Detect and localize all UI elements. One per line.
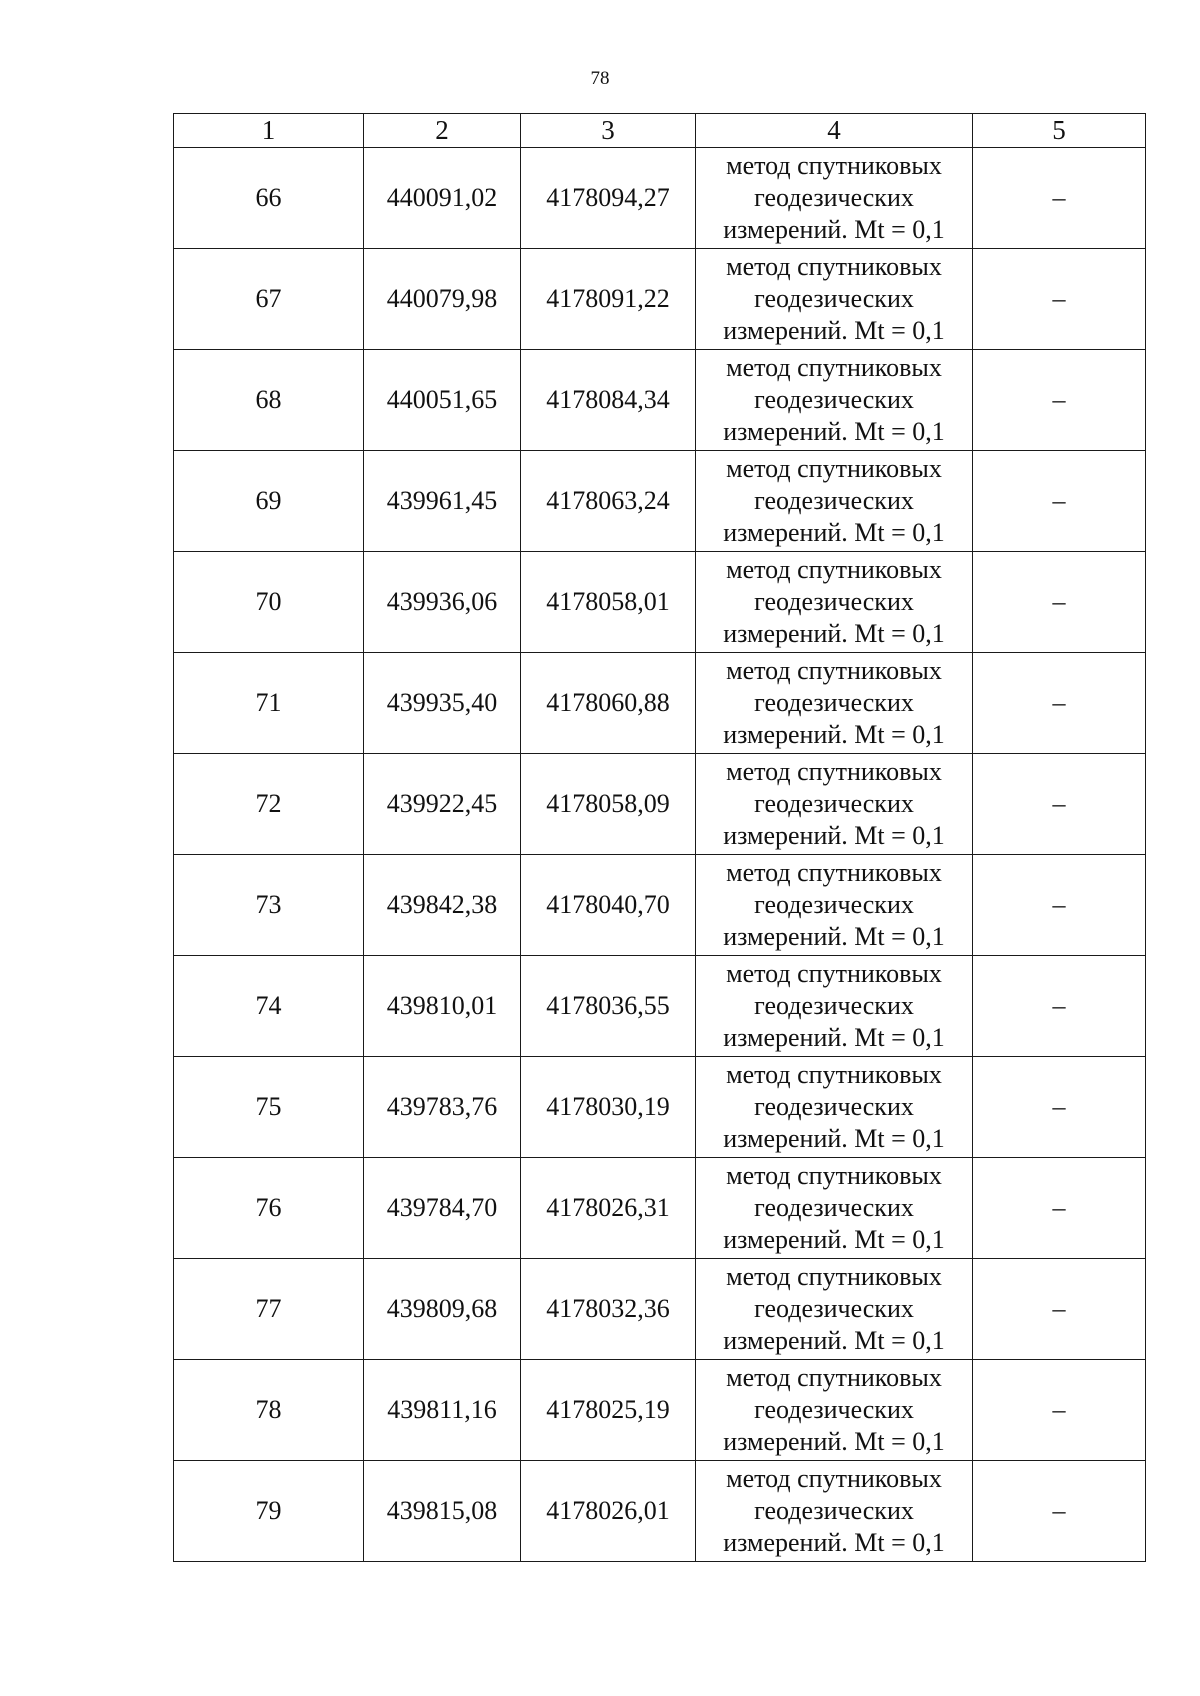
x-coordinate-cell: 440051,65 bbox=[364, 350, 521, 451]
point-number-cell: 78 bbox=[174, 1360, 364, 1461]
y-coordinate-cell: 4178030,19 bbox=[521, 1057, 696, 1158]
point-number-cell: 67 bbox=[174, 249, 364, 350]
method-cell bbox=[696, 1259, 973, 1360]
method-line: измерений. Mt = 0,1 bbox=[723, 619, 945, 648]
y-coordinate-cell: 4178084,34 bbox=[521, 350, 696, 451]
x-coordinate-cell: 439815,08 bbox=[364, 1461, 521, 1562]
table-row bbox=[174, 1057, 1146, 1158]
method-cell bbox=[696, 1360, 973, 1461]
y-coordinate-cell: 4178026,31 bbox=[521, 1158, 696, 1259]
note-cell: – bbox=[973, 1057, 1146, 1158]
y-coordinate-cell: 4178060,88 bbox=[521, 653, 696, 754]
x-coordinate-cell: 440079,98 bbox=[364, 249, 521, 350]
note-cell: – bbox=[973, 1461, 1146, 1562]
table-row bbox=[174, 148, 1146, 249]
table-header bbox=[174, 114, 1146, 148]
method-cell bbox=[696, 1057, 973, 1158]
method-cell bbox=[696, 956, 973, 1057]
method-line: метод спутниковых bbox=[726, 757, 942, 786]
method-line: измерений. Mt = 0,1 bbox=[723, 1528, 945, 1557]
note-cell: – bbox=[973, 956, 1146, 1057]
table-row bbox=[174, 1461, 1146, 1562]
table-row bbox=[174, 855, 1146, 956]
method-line: метод спутниковых bbox=[726, 151, 942, 180]
method-line: геодезических bbox=[754, 1294, 914, 1323]
table-row bbox=[174, 653, 1146, 754]
note-cell: – bbox=[973, 1259, 1146, 1360]
y-coordinate-cell: 4178040,70 bbox=[521, 855, 696, 956]
method-cell bbox=[696, 1158, 973, 1259]
table-row bbox=[174, 350, 1146, 451]
method-line: измерений. Mt = 0,1 bbox=[723, 922, 945, 951]
method-line: геодезических bbox=[754, 789, 914, 818]
column-header-5: 5 bbox=[973, 114, 1146, 148]
method-line: метод спутниковых bbox=[726, 353, 942, 382]
note-cell: – bbox=[973, 1158, 1146, 1259]
note-cell: – bbox=[973, 552, 1146, 653]
point-number-cell: 76 bbox=[174, 1158, 364, 1259]
method-cell bbox=[696, 855, 973, 956]
y-coordinate-cell: 4178058,09 bbox=[521, 754, 696, 855]
method-line: геодезических bbox=[754, 890, 914, 919]
method-line: геодезических bbox=[754, 991, 914, 1020]
method-line: метод спутниковых bbox=[726, 555, 942, 584]
method-cell bbox=[696, 653, 973, 754]
point-number-cell: 71 bbox=[174, 653, 364, 754]
x-coordinate-cell: 439922,45 bbox=[364, 754, 521, 855]
coordinates-table bbox=[173, 113, 1146, 1562]
x-coordinate-cell: 439811,16 bbox=[364, 1360, 521, 1461]
note-cell: – bbox=[973, 451, 1146, 552]
point-number-cell: 79 bbox=[174, 1461, 364, 1562]
table-row bbox=[174, 552, 1146, 653]
method-line: геодезических bbox=[754, 486, 914, 515]
method-line: измерений. Mt = 0,1 bbox=[723, 1326, 945, 1355]
method-line: геодезических bbox=[754, 284, 914, 313]
column-header-4: 4 bbox=[696, 114, 973, 148]
point-number-cell: 66 bbox=[174, 148, 364, 249]
note-cell: – bbox=[973, 249, 1146, 350]
method-line: метод спутниковых bbox=[726, 1363, 942, 1392]
page-number: 78 bbox=[590, 68, 610, 89]
method-line: метод спутниковых bbox=[726, 858, 942, 887]
y-coordinate-cell: 4178058,01 bbox=[521, 552, 696, 653]
method-line: геодезических bbox=[754, 1092, 914, 1121]
method-line: геодезических bbox=[754, 688, 914, 717]
x-coordinate-cell: 439842,38 bbox=[364, 855, 521, 956]
note-cell: – bbox=[973, 350, 1146, 451]
y-coordinate-cell: 4178091,22 bbox=[521, 249, 696, 350]
method-line: геодезических bbox=[754, 1193, 914, 1222]
column-header-2: 2 bbox=[364, 114, 521, 148]
header-row bbox=[174, 114, 1146, 148]
method-line: измерений. Mt = 0,1 bbox=[723, 518, 945, 547]
y-coordinate-cell: 4178094,27 bbox=[521, 148, 696, 249]
table-row bbox=[174, 451, 1146, 552]
table-row bbox=[174, 1259, 1146, 1360]
point-number-cell: 68 bbox=[174, 350, 364, 451]
point-number-cell: 70 bbox=[174, 552, 364, 653]
x-coordinate-cell: 440091,02 bbox=[364, 148, 521, 249]
x-coordinate-cell: 439961,45 bbox=[364, 451, 521, 552]
method-line: геодезических bbox=[754, 587, 914, 616]
note-cell: – bbox=[973, 855, 1146, 956]
point-number-cell: 77 bbox=[174, 1259, 364, 1360]
method-cell bbox=[696, 1461, 973, 1562]
method-line: метод спутниковых bbox=[726, 656, 942, 685]
y-coordinate-cell: 4178063,24 bbox=[521, 451, 696, 552]
method-cell bbox=[696, 451, 973, 552]
column-header-1: 1 bbox=[174, 114, 364, 148]
x-coordinate-cell: 439784,70 bbox=[364, 1158, 521, 1259]
method-cell bbox=[696, 148, 973, 249]
method-line: метод спутниковых bbox=[726, 1161, 942, 1190]
method-cell bbox=[696, 552, 973, 653]
method-line: метод спутниковых bbox=[726, 959, 942, 988]
table-row bbox=[174, 754, 1146, 855]
point-number-cell: 73 bbox=[174, 855, 364, 956]
x-coordinate-cell: 439783,76 bbox=[364, 1057, 521, 1158]
method-line: метод спутниковых bbox=[726, 454, 942, 483]
method-line: измерений. Mt = 0,1 bbox=[723, 1225, 945, 1254]
table-row bbox=[174, 1158, 1146, 1259]
method-line: измерений. Mt = 0,1 bbox=[723, 1023, 945, 1052]
table-body bbox=[174, 148, 1146, 1562]
method-line: метод спутниковых bbox=[726, 1464, 942, 1493]
x-coordinate-cell: 439810,01 bbox=[364, 956, 521, 1057]
point-number-cell: 72 bbox=[174, 754, 364, 855]
x-coordinate-cell: 439809,68 bbox=[364, 1259, 521, 1360]
method-cell bbox=[696, 249, 973, 350]
column-header-3: 3 bbox=[521, 114, 696, 148]
method-line: измерений. Mt = 0,1 bbox=[723, 215, 945, 244]
note-cell: – bbox=[973, 1360, 1146, 1461]
method-line: геодезических bbox=[754, 1496, 914, 1525]
note-cell: – bbox=[973, 653, 1146, 754]
y-coordinate-cell: 4178026,01 bbox=[521, 1461, 696, 1562]
method-line: геодезических bbox=[754, 1395, 914, 1424]
method-cell bbox=[696, 350, 973, 451]
table-row bbox=[174, 956, 1146, 1057]
x-coordinate-cell: 439936,06 bbox=[364, 552, 521, 653]
method-line: измерений. Mt = 0,1 bbox=[723, 1124, 945, 1153]
method-line: метод спутниковых bbox=[726, 1060, 942, 1089]
point-number-cell: 75 bbox=[174, 1057, 364, 1158]
method-line: измерений. Mt = 0,1 bbox=[723, 821, 945, 850]
note-cell: – bbox=[973, 148, 1146, 249]
y-coordinate-cell: 4178036,55 bbox=[521, 956, 696, 1057]
method-line: геодезических bbox=[754, 183, 914, 212]
note-cell: – bbox=[973, 754, 1146, 855]
method-line: геодезических bbox=[754, 385, 914, 414]
y-coordinate-cell: 4178025,19 bbox=[521, 1360, 696, 1461]
method-line: метод спутниковых bbox=[726, 252, 942, 281]
table-row bbox=[174, 1360, 1146, 1461]
method-line: измерений. Mt = 0,1 bbox=[723, 417, 945, 446]
table-row bbox=[174, 249, 1146, 350]
point-number-cell: 69 bbox=[174, 451, 364, 552]
method-cell bbox=[696, 754, 973, 855]
x-coordinate-cell: 439935,40 bbox=[364, 653, 521, 754]
method-line: измерений. Mt = 0,1 bbox=[723, 1427, 945, 1456]
method-line: метод спутниковых bbox=[726, 1262, 942, 1291]
point-number-cell: 74 bbox=[174, 956, 364, 1057]
y-coordinate-cell: 4178032,36 bbox=[521, 1259, 696, 1360]
method-line: измерений. Mt = 0,1 bbox=[723, 720, 945, 749]
method-line: измерений. Mt = 0,1 bbox=[723, 316, 945, 345]
